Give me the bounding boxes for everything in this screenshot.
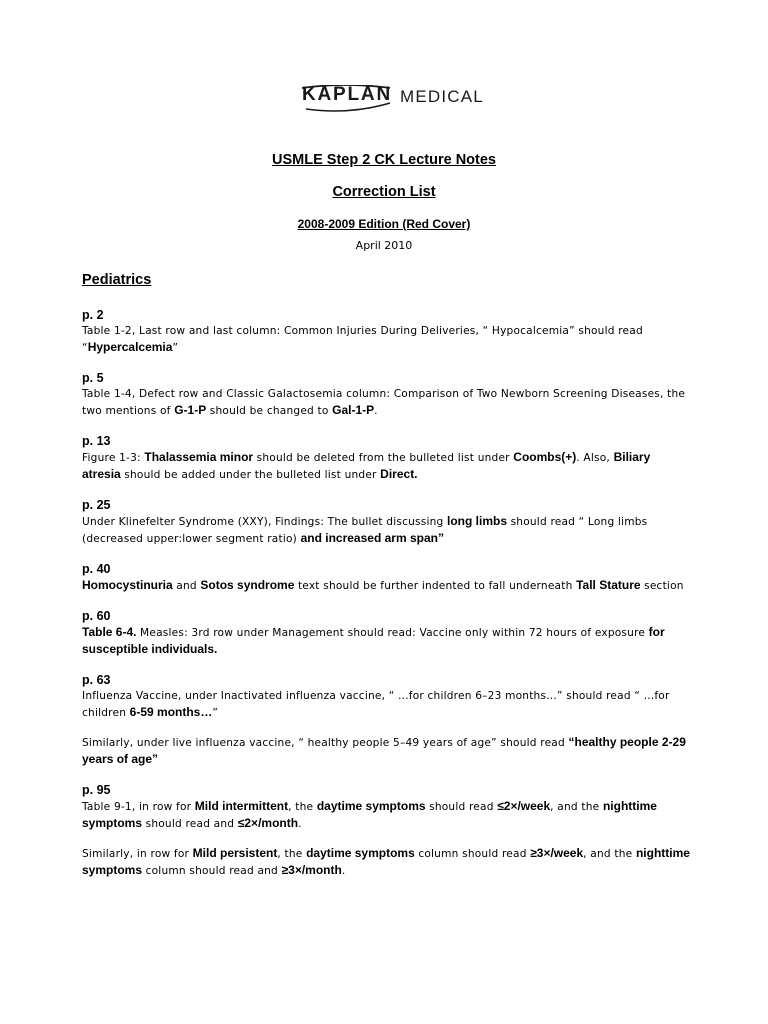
correction-text: Table 1-4, Defect row and Classic Galactosemia column: Comparison of Two Newborn Screening Diseases, the two mentions of G-1-P should be changed to Gal-1-P. — [82, 388, 686, 417]
correction-entry — [82, 371, 692, 419]
correction-entry — [82, 434, 692, 483]
page-reference: p. 40 — [82, 562, 111, 576]
page-reference: p. 2 — [82, 308, 104, 322]
correction-list — [82, 308, 692, 894]
logo-division-text: MEDICAL — [399, 86, 484, 106]
page-reference: p. 60 — [82, 609, 111, 623]
date-label: April 2010 — [355, 239, 413, 252]
correction-entry — [82, 673, 692, 768]
document-subtitle: Correction List — [332, 184, 436, 200]
logo-swoosh-icon — [300, 85, 392, 112]
page-reference: p. 13 — [82, 434, 111, 448]
correction-text: Under Klinefelter Syndrome (XXY), Findings: The bullet discussing long limbs should read “ Long limbs (decreased upper:lower segment ratio) and increased arm span” — [82, 514, 648, 545]
correction-entry — [82, 783, 692, 879]
page-reference: p. 95 — [82, 783, 111, 797]
kaplan-medical-logo — [300, 84, 484, 109]
correction-text: Homocystinuria and Sotos syndrome text should be further indented to fall underneath Tall Stature section — [82, 578, 684, 592]
correction-entry — [82, 308, 692, 356]
correction-text: Table 1-2, Last row and last column: Common Injuries During Deliveries, “ Hypocalcemia” should read “Hypercalcemia” — [82, 325, 643, 354]
document-title: USMLE Step 2 CK Lecture Notes — [272, 152, 496, 168]
page-reference: p. 5 — [82, 371, 104, 385]
correction-text: Table 6-4. Measles: 3rd row under Management should read: Vaccine only within 72 hours of exposure for susceptible individuals. — [82, 625, 665, 656]
correction-text-continued: Similarly, under live influenza vaccine, “ healthy people 5–49 years of age” should read “healthy people 2-29 years of age” — [82, 735, 686, 766]
correction-entry — [82, 498, 692, 547]
logo-kaplan-wordmark — [300, 84, 394, 109]
correction-text-continued: Similarly, in row for Mild persistent, the daytime symptoms column should read ≥3×/week, and the nighttime symptoms column should read and ≥3×/month. — [82, 846, 690, 877]
correction-entry — [82, 562, 692, 594]
correction-text: Figure 1-3: Thalassemia minor should be deleted from the bulleted list under Coombs(+). Also, Biliary atresia should be added under the bulleted list under Direct. — [82, 450, 651, 481]
edition-label: 2008-2009 Edition (Red Cover) — [297, 217, 471, 231]
correction-entry — [82, 609, 692, 658]
correction-text: Table 9-1, in row for Mild intermittent, the daytime symptoms should read ≤2×/week, and the nighttime symptoms should read and ≤2×/month. — [82, 799, 657, 830]
section-heading-pediatrics: Pediatrics — [82, 272, 152, 288]
logo-brand-text: KAPLAN — [302, 84, 392, 105]
correction-text: Influenza Vaccine, under Inactivated influenza vaccine, “ …for children 6–23 months…” should read “ …for children 6-59 months…” — [82, 690, 670, 719]
page-reference: p. 63 — [82, 673, 111, 687]
page-reference: p. 25 — [82, 498, 111, 512]
